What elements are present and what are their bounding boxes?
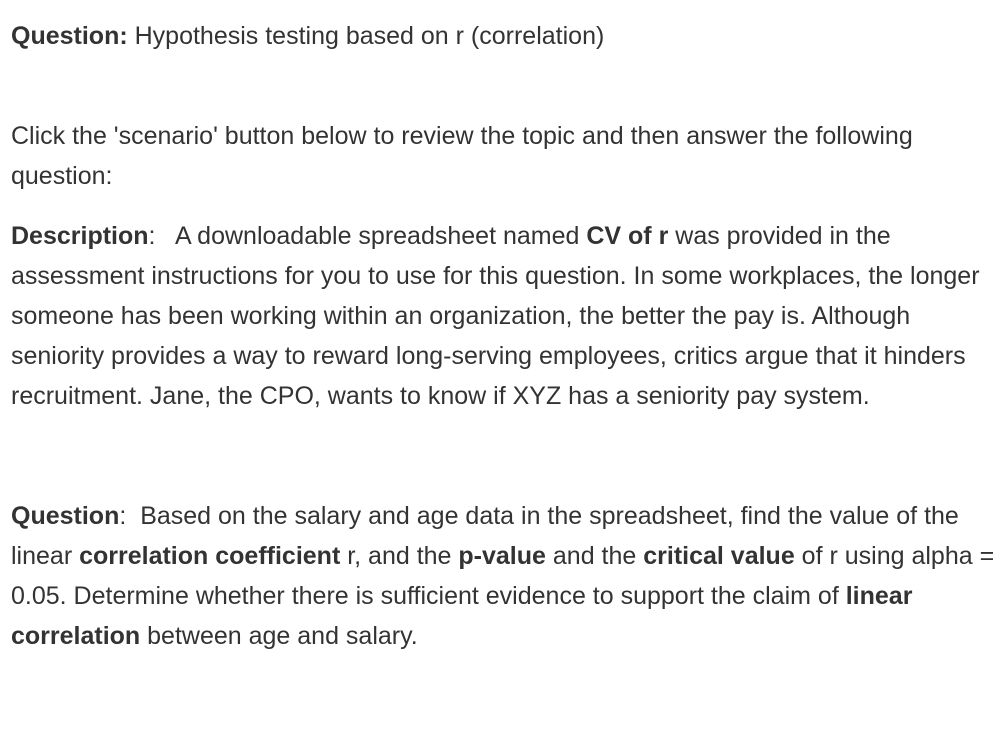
spreadsheet-name: CV of r	[586, 222, 669, 250]
description-text-1: A downloadable spreadsheet named	[174, 222, 587, 250]
term-correlation-coefficient: correlation coefficient	[79, 542, 341, 570]
question-paragraph	[11, 496, 996, 656]
term-linear-correlation: linear correlation	[11, 582, 913, 650]
question-text-2: r, and the	[340, 542, 459, 570]
description-label: Description	[11, 222, 149, 250]
question-header-label: Question:	[11, 22, 128, 50]
description-paragraph	[11, 216, 996, 416]
question-label: Question	[11, 502, 120, 530]
question-text-5: between age and salary.	[140, 622, 418, 650]
term-critical-value: critical value	[643, 542, 795, 570]
term-p-value: p-value	[458, 542, 546, 570]
question-colon: :	[119, 502, 141, 530]
question-text-1: Based on the salary and age data in the spreadsheet, find the value of the linear	[11, 502, 959, 570]
question-header	[11, 16, 996, 56]
description-colon: :	[148, 222, 175, 250]
question-text-3: and the	[545, 542, 644, 570]
question-header-text: Hypothesis testing based on r (correlation)	[127, 22, 605, 50]
instructions-paragraph: Click the 'scenario' button below to review the topic and then answer the following question:	[11, 122, 913, 190]
question-text-4: of r using alpha = 0.05. Determine whether there is sufficient evidence to support the claim of	[11, 542, 995, 610]
description-text-2: was provided in the assessment instructions for you to use for this question. In some workplaces, the longer someone has been working within an organization, the better the pay is. Although seniority provides a way to reward long-serving employees, critics argue that it hinders recruitment. Jane, the CPO, wants to know if XYZ has a seniority pay system.	[11, 222, 980, 410]
